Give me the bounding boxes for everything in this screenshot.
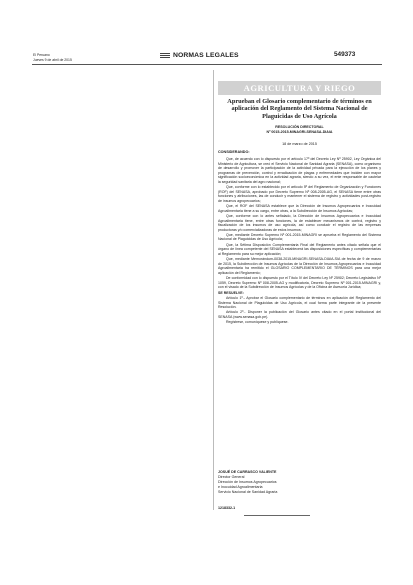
resolution-type: RESOLUCIÓN DIRECTORAL	[275, 125, 324, 129]
issue-date: Jueves 9 de abril de 2015	[33, 58, 72, 62]
newspaper-name: El Peruano	[33, 53, 50, 57]
paragraph: Que, conforme con lo establecido por el artículo 5º del Reglamento de Organización y Funciones (ROF) del SENASA, aprobado por Decreto Supremo Nº 008-2005-AG, el SENASA tiene entre otras funciones y atribuciones, las de conducir y mantener el sistema de registro y actividades post-registro de insumos agropecuarios;	[218, 185, 381, 203]
paragraph: Que, conforme con lo antes señalado, la Dirección de Insumos Agropecuarios e Inocuidad Agroalimentaria tiene, entre otras funciones, la de establecer mecanismos de control, registro y fiscalización de los insumos de uso agrícola, así como conducir el registro de las empresas productoras y/o comercializadoras de estos insumos;	[218, 213, 381, 232]
section-banner	[218, 81, 381, 95]
header-left	[33, 53, 72, 63]
closing-formula: Regístrese, comuníquese y publíquese.	[226, 320, 289, 325]
paragraph: De conformidad con lo dispuesto por el Título IV del Decreto Ley Nº 25902; Decreto Legislativo Nº 1059, Decreto Supremo Nº 008-2005-AG y modificatoria, Decreto Supremo Nº 001-2015-MINAGRI y, con el visado de la Subdirección de Insumos Agrícolas y de la Oficina de Asesoría Jurídica;	[218, 276, 381, 290]
considering-label: CONSIDERANDO:	[218, 150, 250, 154]
signer-name: JOSUÉ DE CARRASCO VALIENTE	[218, 470, 277, 474]
normas-legales-logo-icon	[160, 53, 170, 59]
column-divider	[213, 70, 214, 510]
signer-office-1: Dirección de Insumos Agropecuarios	[218, 480, 277, 484]
article: Artículo 1º.- Aprobar el Glosario complementario de términos en aplicación del Reglamento del Sistema Nacional de Plaguicidas de Uso Agrícola, el cual forma parte integrante de la presente Resolución.	[218, 295, 381, 310]
resolution-body	[218, 157, 381, 325]
document-title: Aprueban el Glosario complementario de términos en aplicación del Reglamento del Sistema Nacional de Plaguicidas de Uso Agrícola	[227, 98, 372, 120]
publication-title: NORMAS LEGALES	[173, 52, 239, 59]
paragraph: Que, de acuerdo con lo dispuesto por el artículo 17º del Decreto Ley Nº 25902, Ley Orgánica del Ministerio de Agricultura, se creó el Servicio Nacional de Sanidad Agraria (SENASA), como organismo de desarrollo y promover la participación de la actividad privada para la ejecución de los planes y programas de prevención, control y erradicación de plagas y enfermedades que inciden con mayor significación socioeconómica en la actividad agraria, siendo a su vez, el ente responsable de cautelar la seguridad sanitaria del agro nacional;	[218, 157, 381, 184]
header-center	[160, 50, 255, 61]
page-number: 549373	[334, 51, 356, 58]
resolution-date: 18 de marzo de 2015	[282, 142, 317, 146]
article: Artículo 2º.- Disponer la publicación del Glosario antes citado en el portal institucional del SENASA (www.senasa.gob.pe).	[218, 310, 381, 319]
signer-title: Director General	[218, 475, 245, 479]
paragraph: Que, mediante Decreto Supremo Nº 001-2015-MINAGRI se aprueba el Reglamento del Sistema Nacional de Plaguicidas de Uso Agrícola;	[218, 232, 381, 242]
reference-number: 1218332-1	[218, 506, 236, 510]
end-rule	[244, 515, 310, 516]
section-title: AGRICULTURA Y RIEGO	[243, 83, 356, 93]
resolution-heading	[218, 125, 381, 135]
signature-block	[218, 470, 381, 495]
header-rule	[32, 64, 382, 65]
resolution-number: Nº 0015-2015-MINAGRI-SENASA-DIAIA	[266, 130, 333, 134]
paragraph: Que, el ROF del SENASA establece que la Dirección de Insumos Agropecuarios e Inocuidad Agroalimentaria tiene a su cargo, entre otras, a la Subdirección de Insumos Agrícolas;	[218, 204, 381, 213]
resolve-label: SE RESUELVE:	[218, 290, 244, 295]
signer-office-2: e Inocuidad Agroalimentaria	[218, 485, 263, 489]
signer-office-3: Servicio Nacional de Sanidad Agraria	[218, 490, 278, 494]
paragraph: Que, la Sétima Disposición Complementaria Final del Reglamento antes citado señala que el órgano de línea competente del SENASA establecerá las disposiciones específicas y complementarias al Reglamento para su mejor aplicación;	[218, 242, 381, 256]
paragraph: Que, mediante Memorándum-0038-2015-MINAGRI-SENASA-DIAIA-SIA de fecha de 9 de marzo de 2015, la Subdirección de Insumos Agrícolas de la Dirección de Insumos Agropecuarios e Inocuidad Agroalimentaria ha remitido el GLOSARIO COMPLEMENTARIO DE TÉRMINOS para una mejor aplicación del Reglamento;	[218, 257, 381, 275]
